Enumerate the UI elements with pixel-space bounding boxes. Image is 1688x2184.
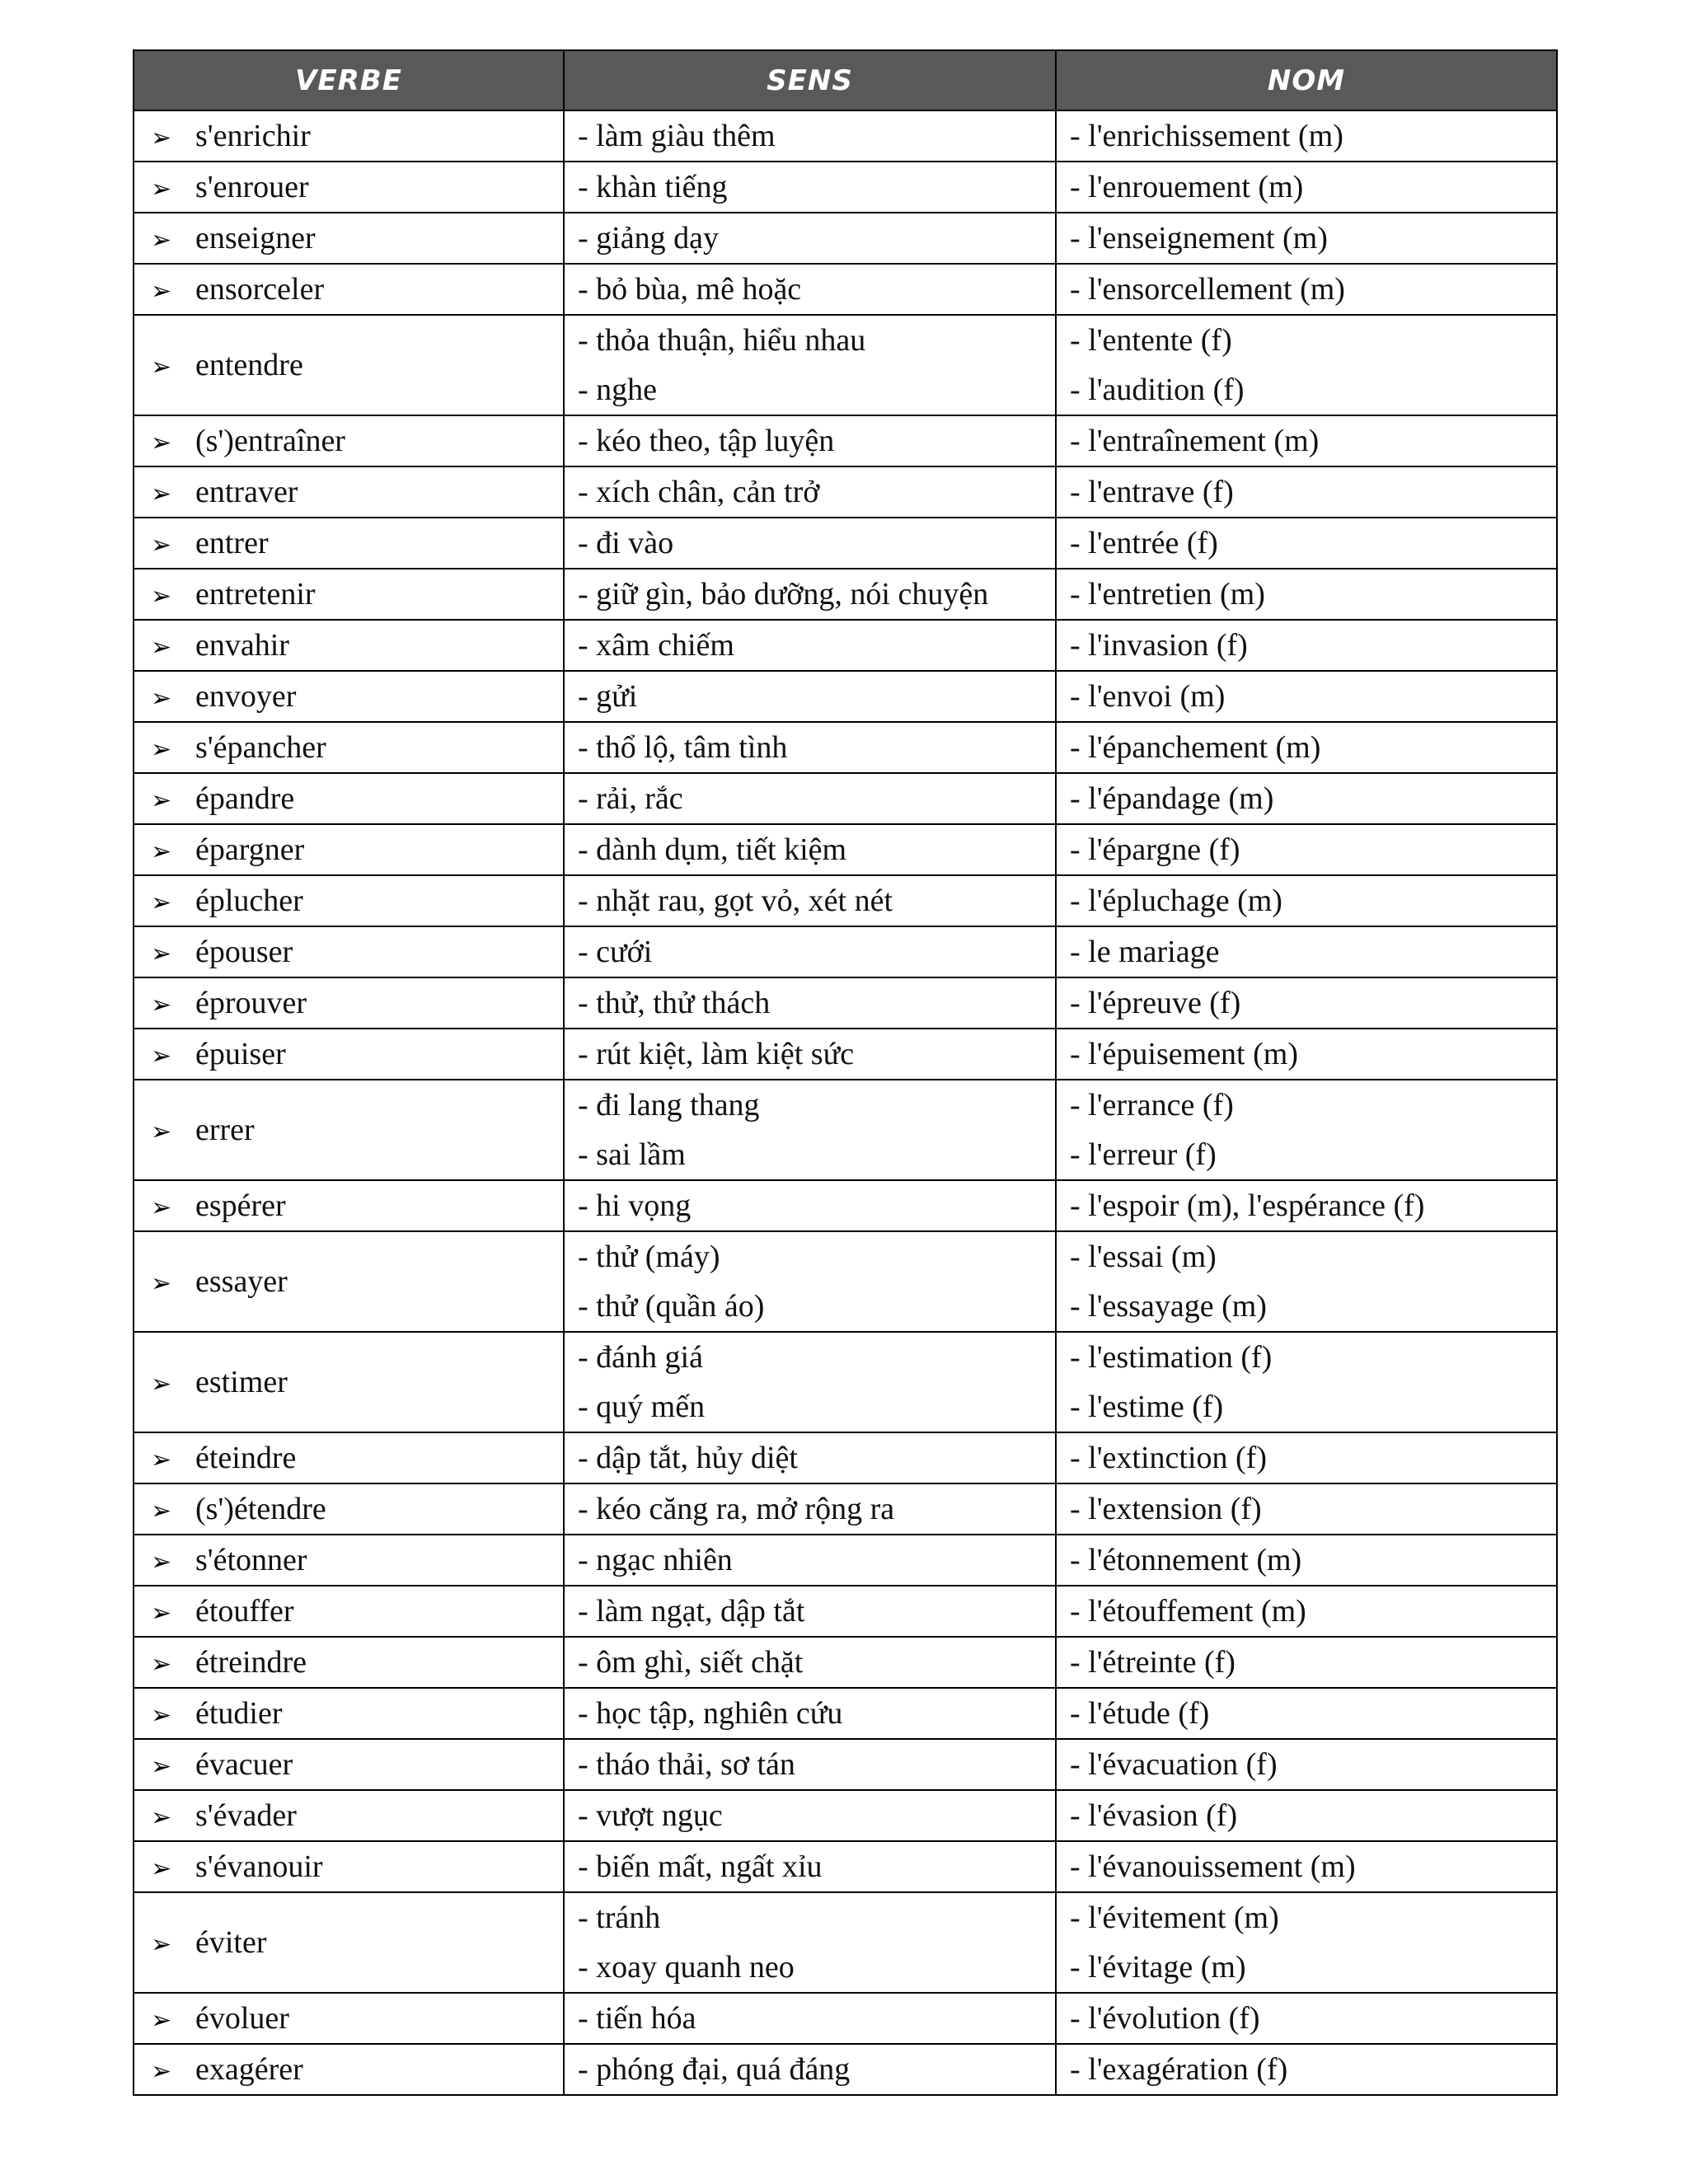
arrow-bullet-icon: ➢ xyxy=(151,1497,172,1526)
nom-cell xyxy=(1056,466,1557,518)
table-row xyxy=(134,977,1557,1029)
table-row xyxy=(134,926,1557,977)
arrow-bullet-icon: ➢ xyxy=(151,1118,172,1146)
nom-line: - l'enrichissement (m) xyxy=(1070,119,1343,153)
nom-cell xyxy=(1056,1993,1557,2044)
nom-line: - l'extinction (f) xyxy=(1070,1441,1267,1475)
header-row xyxy=(134,50,1557,110)
table-row xyxy=(134,110,1557,162)
verbe-cell xyxy=(134,1535,564,1586)
sens-cell xyxy=(564,1739,1056,1790)
arrow-bullet-icon: ➢ xyxy=(151,684,172,713)
nom-cell xyxy=(1056,315,1557,415)
sens-line: - hi vọng xyxy=(578,1188,692,1223)
verbe-cell xyxy=(134,110,564,162)
nom-line: - l'espoir (m), l'espérance (f) xyxy=(1070,1188,1425,1223)
verbe-text: éprouver xyxy=(195,986,307,1020)
sens-cell xyxy=(564,824,1056,875)
table-row xyxy=(134,875,1557,926)
verbe-cell xyxy=(134,1080,564,1180)
sens-cell xyxy=(564,671,1056,722)
verbe-text: entendre xyxy=(195,348,303,382)
arrow-bullet-icon: ➢ xyxy=(151,888,172,917)
arrow-bullet-icon: ➢ xyxy=(151,175,172,204)
nom-line: - l'audition (f) xyxy=(1070,373,1245,407)
nom-cell xyxy=(1056,1790,1557,1841)
nom-line: - l'entrée (f) xyxy=(1070,526,1218,560)
sens-line: - sai lầm xyxy=(578,1137,686,1172)
sens-cell xyxy=(564,1790,1056,1841)
verbe-cell xyxy=(134,1231,564,1332)
verbe-cell xyxy=(134,1790,564,1841)
table-row xyxy=(134,264,1557,315)
arrow-bullet-icon: ➢ xyxy=(151,1701,172,1730)
arrow-bullet-icon: ➢ xyxy=(151,1269,172,1298)
nom-cell xyxy=(1056,213,1557,264)
nom-line: - l'entretien (m) xyxy=(1070,577,1265,612)
arrow-bullet-icon: ➢ xyxy=(151,1803,172,1832)
verbe-cell xyxy=(134,1586,564,1637)
sens-cell xyxy=(564,2044,1056,2095)
table-body xyxy=(134,110,1557,2095)
verbe-text: enseigner xyxy=(195,221,316,255)
nom-cell xyxy=(1056,875,1557,926)
arrow-bullet-icon: ➢ xyxy=(151,991,172,1019)
verbe-cell xyxy=(134,620,564,671)
verbe-cell xyxy=(134,1841,564,1892)
sens-cell xyxy=(564,1332,1056,1432)
sens-line: - rải, rắc xyxy=(578,781,683,816)
sens-line: - tránh xyxy=(578,1900,661,1935)
verbe-cell xyxy=(134,1688,564,1739)
verbe-text: épouser xyxy=(195,935,293,969)
sens-line: - thử, thử thách xyxy=(578,986,771,1020)
sens-cell xyxy=(564,1535,1056,1586)
sens-line: - làm giàu thêm xyxy=(578,119,776,153)
header-verbe: VERBE xyxy=(134,50,564,110)
verbe-text: éviter xyxy=(195,1925,267,1960)
verbe-text: s'étonner xyxy=(195,1543,307,1577)
nom-line: - l'enrouement (m) xyxy=(1070,170,1304,204)
arrow-bullet-icon: ➢ xyxy=(151,2006,172,2035)
table-row xyxy=(134,1483,1557,1535)
nom-line: - l'évacuation (f) xyxy=(1070,1747,1278,1782)
verbe-text: s'évanouir xyxy=(195,1849,323,1884)
verbe-text: entraver xyxy=(195,475,298,509)
verbe-cell xyxy=(134,1432,564,1483)
table-row xyxy=(134,1586,1557,1637)
verbe-text: s'enrichir xyxy=(195,119,311,153)
table-row xyxy=(134,1790,1557,1841)
table-row xyxy=(134,1231,1557,1332)
nom-line: - l'épandage (m) xyxy=(1070,781,1274,816)
nom-line: - l'évitage (m) xyxy=(1070,1950,1246,1985)
verbe-text: évoluer xyxy=(195,2001,289,2036)
sens-line: - giữ gìn, bảo dưỡng, nói chuyện xyxy=(578,577,989,612)
table-row xyxy=(134,162,1557,213)
nom-line: - l'évanouissement (m) xyxy=(1070,1849,1356,1884)
table-row xyxy=(134,824,1557,875)
arrow-bullet-icon: ➢ xyxy=(151,1930,172,1959)
sens-line: - nhặt rau, gọt vỏ, xét nét xyxy=(578,883,893,918)
sens-cell xyxy=(564,1586,1056,1637)
sens-line: - thỏa thuận, hiểu nhau xyxy=(578,323,866,358)
verbe-cell xyxy=(134,1739,564,1790)
sens-line: - xoay quanh neo xyxy=(578,1950,795,1985)
sens-line: - tháo thải, sơ tán xyxy=(578,1747,795,1782)
sens-line: - gửi xyxy=(578,679,638,714)
verbe-cell xyxy=(134,722,564,773)
verbe-text: évacuer xyxy=(195,1747,293,1782)
sens-cell xyxy=(564,264,1056,315)
verbe-text: épandre xyxy=(195,781,295,816)
nom-line: - l'épreuve (f) xyxy=(1070,986,1241,1020)
sens-line: - biến mất, ngất xỉu xyxy=(578,1849,823,1884)
sens-cell xyxy=(564,1993,1056,2044)
table-row xyxy=(134,213,1557,264)
nom-cell xyxy=(1056,722,1557,773)
sens-cell xyxy=(564,1892,1056,1993)
sens-cell xyxy=(564,1637,1056,1688)
sens-line: - ôm ghì, siết chặt xyxy=(578,1645,804,1680)
sens-cell xyxy=(564,1432,1056,1483)
sens-line: - phóng đại, quá đáng xyxy=(578,2052,851,2087)
sens-line: - thử (quần áo) xyxy=(578,1289,765,1324)
verbe-text: ensorceler xyxy=(195,272,325,307)
nom-line: - l'essayage (m) xyxy=(1070,1289,1267,1324)
arrow-bullet-icon: ➢ xyxy=(151,429,172,457)
sens-cell xyxy=(564,466,1056,518)
verbe-text: éteindre xyxy=(195,1441,297,1475)
arrow-bullet-icon: ➢ xyxy=(151,353,172,382)
verbe-text: espérer xyxy=(195,1188,286,1223)
nom-line: - l'évitement (m) xyxy=(1070,1900,1279,1935)
verbe-cell xyxy=(134,1892,564,1993)
verbe-cell xyxy=(134,1483,564,1535)
arrow-bullet-icon: ➢ xyxy=(151,1599,172,1628)
verbe-cell xyxy=(134,415,564,466)
sens-cell xyxy=(564,620,1056,671)
nom-line: - l'étude (f) xyxy=(1070,1696,1210,1731)
nom-line: - l'épargne (f) xyxy=(1070,832,1240,867)
sens-line: - học tập, nghiên cứu xyxy=(578,1696,843,1731)
verbe-text: essayer xyxy=(195,1264,288,1299)
sens-cell xyxy=(564,569,1056,620)
verbe-cell xyxy=(134,1637,564,1688)
arrow-bullet-icon: ➢ xyxy=(151,1752,172,1781)
sens-line: - xích chân, cản trở xyxy=(578,475,820,509)
nom-line: - l'essai (m) xyxy=(1070,1240,1217,1274)
nom-cell xyxy=(1056,110,1557,162)
verbe-cell xyxy=(134,926,564,977)
sens-line: - thổ lộ, tâm tình xyxy=(578,730,788,765)
arrow-bullet-icon: ➢ xyxy=(151,480,172,509)
sens-cell xyxy=(564,926,1056,977)
arrow-bullet-icon: ➢ xyxy=(151,1650,172,1679)
nom-line: - l'entrave (f) xyxy=(1070,475,1234,509)
nom-cell xyxy=(1056,518,1557,569)
header-sens: SENS xyxy=(564,50,1056,110)
verbe-text: étudier xyxy=(195,1696,283,1731)
nom-cell xyxy=(1056,1586,1557,1637)
table-row xyxy=(134,1688,1557,1739)
sens-cell xyxy=(564,977,1056,1029)
verbe-cell xyxy=(134,1180,564,1231)
arrow-bullet-icon: ➢ xyxy=(151,1446,172,1474)
table-row xyxy=(134,415,1557,466)
nom-cell xyxy=(1056,1432,1557,1483)
sens-line: - giảng dạy xyxy=(578,221,719,255)
verbe-text: éplucher xyxy=(195,883,303,918)
table-row xyxy=(134,671,1557,722)
table-row xyxy=(134,1841,1557,1892)
nom-line: - l'extension (f) xyxy=(1070,1492,1262,1526)
nom-line: - l'épluchage (m) xyxy=(1070,883,1282,918)
sens-cell xyxy=(564,875,1056,926)
sens-line: - tiến hóa xyxy=(578,2001,696,2036)
sens-cell xyxy=(564,1688,1056,1739)
sens-line: - rút kiệt, làm kiệt sức xyxy=(578,1037,855,1071)
sens-cell xyxy=(564,213,1056,264)
nom-line: - l'invasion (f) xyxy=(1070,628,1248,663)
sens-line: - làm ngạt, dập tắt xyxy=(578,1594,805,1629)
verbe-text: s'enrouer xyxy=(195,170,309,204)
nom-cell xyxy=(1056,1080,1557,1180)
sens-cell xyxy=(564,518,1056,569)
nom-cell xyxy=(1056,1180,1557,1231)
verbe-text: s'évader xyxy=(195,1798,297,1833)
verbe-cell xyxy=(134,569,564,620)
nom-cell xyxy=(1056,415,1557,466)
sens-line: - kéo căng ra, mở rộng ra xyxy=(578,1492,895,1526)
verbe-cell xyxy=(134,1993,564,2044)
nom-cell xyxy=(1056,264,1557,315)
sens-line: - đánh giá xyxy=(578,1340,703,1375)
nom-cell xyxy=(1056,2044,1557,2095)
verbe-text: errer xyxy=(195,1113,255,1147)
sens-line: - cưới xyxy=(578,935,653,969)
table-row xyxy=(134,1029,1557,1080)
sens-cell xyxy=(564,1180,1056,1231)
nom-line: - l'estimation (f) xyxy=(1070,1340,1273,1375)
nom-cell xyxy=(1056,671,1557,722)
sens-line: - đi vào xyxy=(578,526,674,560)
vocabulary-table xyxy=(133,49,1558,2096)
verbe-cell xyxy=(134,1332,564,1432)
verbe-text: étouffer xyxy=(195,1594,294,1629)
nom-line: - l'épuisement (m) xyxy=(1070,1037,1298,1071)
table-row xyxy=(134,1432,1557,1483)
verbe-cell xyxy=(134,824,564,875)
arrow-bullet-icon: ➢ xyxy=(151,633,172,662)
table-row xyxy=(134,1535,1557,1586)
verbe-text: exagérer xyxy=(195,2052,303,2087)
nom-line: - l'ensorcellement (m) xyxy=(1070,272,1345,307)
sens-cell xyxy=(564,1080,1056,1180)
nom-line: - l'errance (f) xyxy=(1070,1088,1234,1122)
arrow-bullet-icon: ➢ xyxy=(151,1548,172,1577)
verbe-cell xyxy=(134,977,564,1029)
sens-line: - vượt ngục xyxy=(578,1798,723,1833)
sens-cell xyxy=(564,722,1056,773)
verbe-text: estimer xyxy=(195,1365,288,1399)
table-row xyxy=(134,773,1557,824)
sens-line: - xâm chiếm xyxy=(578,628,734,663)
nom-line: - l'envoi (m) xyxy=(1070,679,1226,714)
nom-cell xyxy=(1056,1739,1557,1790)
table-row xyxy=(134,1332,1557,1432)
sens-cell xyxy=(564,415,1056,466)
nom-line: - l'étonnement (m) xyxy=(1070,1543,1302,1577)
table-row xyxy=(134,1080,1557,1180)
nom-cell xyxy=(1056,620,1557,671)
nom-cell xyxy=(1056,162,1557,213)
sens-line: - dập tắt, hủy diệt xyxy=(578,1441,798,1475)
arrow-bullet-icon: ➢ xyxy=(151,1193,172,1222)
nom-cell xyxy=(1056,569,1557,620)
arrow-bullet-icon: ➢ xyxy=(151,786,172,815)
sens-line: - thử (máy) xyxy=(578,1240,720,1274)
arrow-bullet-icon: ➢ xyxy=(151,531,172,560)
nom-line: - l'entente (f) xyxy=(1070,323,1232,358)
sens-line: - kéo theo, tập luyện xyxy=(578,424,835,458)
sens-line: - ngạc nhiên xyxy=(578,1543,733,1577)
verbe-text: envoyer xyxy=(195,679,297,714)
nom-cell xyxy=(1056,1688,1557,1739)
arrow-bullet-icon: ➢ xyxy=(151,940,172,968)
nom-cell xyxy=(1056,977,1557,1029)
header-nom: NOM xyxy=(1056,50,1557,110)
nom-cell xyxy=(1056,1892,1557,1993)
arrow-bullet-icon: ➢ xyxy=(151,837,172,866)
sens-cell xyxy=(564,1231,1056,1332)
arrow-bullet-icon: ➢ xyxy=(151,1370,172,1399)
verbe-text: (s')entraîner xyxy=(195,424,345,458)
sens-line: - quý mến xyxy=(578,1390,706,1424)
nom-cell xyxy=(1056,1483,1557,1535)
verbe-cell xyxy=(134,671,564,722)
table-row xyxy=(134,1739,1557,1790)
sens-cell xyxy=(564,1483,1056,1535)
table-row xyxy=(134,1180,1557,1231)
table-row xyxy=(134,569,1557,620)
verbe-cell xyxy=(134,875,564,926)
sens-line: - dành dụm, tiết kiệm xyxy=(578,832,847,867)
arrow-bullet-icon: ➢ xyxy=(151,1042,172,1071)
nom-line: - l'évolution (f) xyxy=(1070,2001,1260,2036)
arrow-bullet-icon: ➢ xyxy=(151,2057,172,2086)
verbe-text: s'épancher xyxy=(195,730,326,765)
nom-cell xyxy=(1056,824,1557,875)
nom-line: - l'évasion (f) xyxy=(1070,1798,1238,1833)
sens-line: - bỏ bùa, mê hoặc xyxy=(578,272,802,307)
verbe-text: entretenir xyxy=(195,577,316,612)
sens-line: - đi lang thang xyxy=(578,1088,760,1122)
table-row xyxy=(134,1892,1557,1993)
table-row xyxy=(134,722,1557,773)
nom-cell xyxy=(1056,773,1557,824)
nom-cell xyxy=(1056,1841,1557,1892)
table-row xyxy=(134,466,1557,518)
arrow-bullet-icon: ➢ xyxy=(151,1854,172,1883)
verbe-cell xyxy=(134,773,564,824)
nom-line: - l'enseignement (m) xyxy=(1070,221,1328,255)
nom-line: - l'épanchement (m) xyxy=(1070,730,1321,765)
nom-line: - l'entraînement (m) xyxy=(1070,424,1320,458)
verbe-cell xyxy=(134,315,564,415)
nom-cell xyxy=(1056,1332,1557,1432)
nom-cell xyxy=(1056,1535,1557,1586)
verbe-text: épuiser xyxy=(195,1037,286,1071)
verbe-cell xyxy=(134,264,564,315)
nom-line: - l'erreur (f) xyxy=(1070,1137,1217,1172)
nom-line: - l'estime (f) xyxy=(1070,1390,1224,1424)
sens-line: - nghe xyxy=(578,373,658,407)
verbe-cell xyxy=(134,162,564,213)
sens-cell xyxy=(564,315,1056,415)
arrow-bullet-icon: ➢ xyxy=(151,582,172,611)
nom-line: - l'exagération (f) xyxy=(1070,2052,1288,2087)
sens-cell xyxy=(564,110,1056,162)
arrow-bullet-icon: ➢ xyxy=(151,226,172,255)
verbe-text: entrer xyxy=(195,526,269,560)
verbe-text: envahir xyxy=(195,628,289,663)
table-row xyxy=(134,315,1557,415)
sens-line: - khàn tiếng xyxy=(578,170,728,204)
sens-cell xyxy=(564,162,1056,213)
arrow-bullet-icon: ➢ xyxy=(151,277,172,306)
table-row xyxy=(134,518,1557,569)
nom-line: - l'étouffement (m) xyxy=(1070,1594,1306,1629)
verbe-cell xyxy=(134,1029,564,1080)
verbe-cell xyxy=(134,466,564,518)
verbe-text: épargner xyxy=(195,832,305,867)
sens-cell xyxy=(564,1029,1056,1080)
verbe-cell xyxy=(134,518,564,569)
nom-cell xyxy=(1056,1029,1557,1080)
verbe-cell xyxy=(134,2044,564,2095)
verbe-text: (s')étendre xyxy=(195,1492,326,1526)
arrow-bullet-icon: ➢ xyxy=(151,124,172,152)
table-row xyxy=(134,1637,1557,1688)
table-row xyxy=(134,1993,1557,2044)
table-row xyxy=(134,620,1557,671)
sens-cell xyxy=(564,773,1056,824)
table-row xyxy=(134,2044,1557,2095)
nom-line: - l'étreinte (f) xyxy=(1070,1645,1236,1680)
nom-cell xyxy=(1056,926,1557,977)
nom-cell xyxy=(1056,1231,1557,1332)
nom-cell xyxy=(1056,1637,1557,1688)
sens-cell xyxy=(564,1841,1056,1892)
arrow-bullet-icon: ➢ xyxy=(151,735,172,764)
nom-line: - le mariage xyxy=(1070,935,1220,969)
verbe-cell xyxy=(134,213,564,264)
verbe-text: étreindre xyxy=(195,1645,307,1680)
